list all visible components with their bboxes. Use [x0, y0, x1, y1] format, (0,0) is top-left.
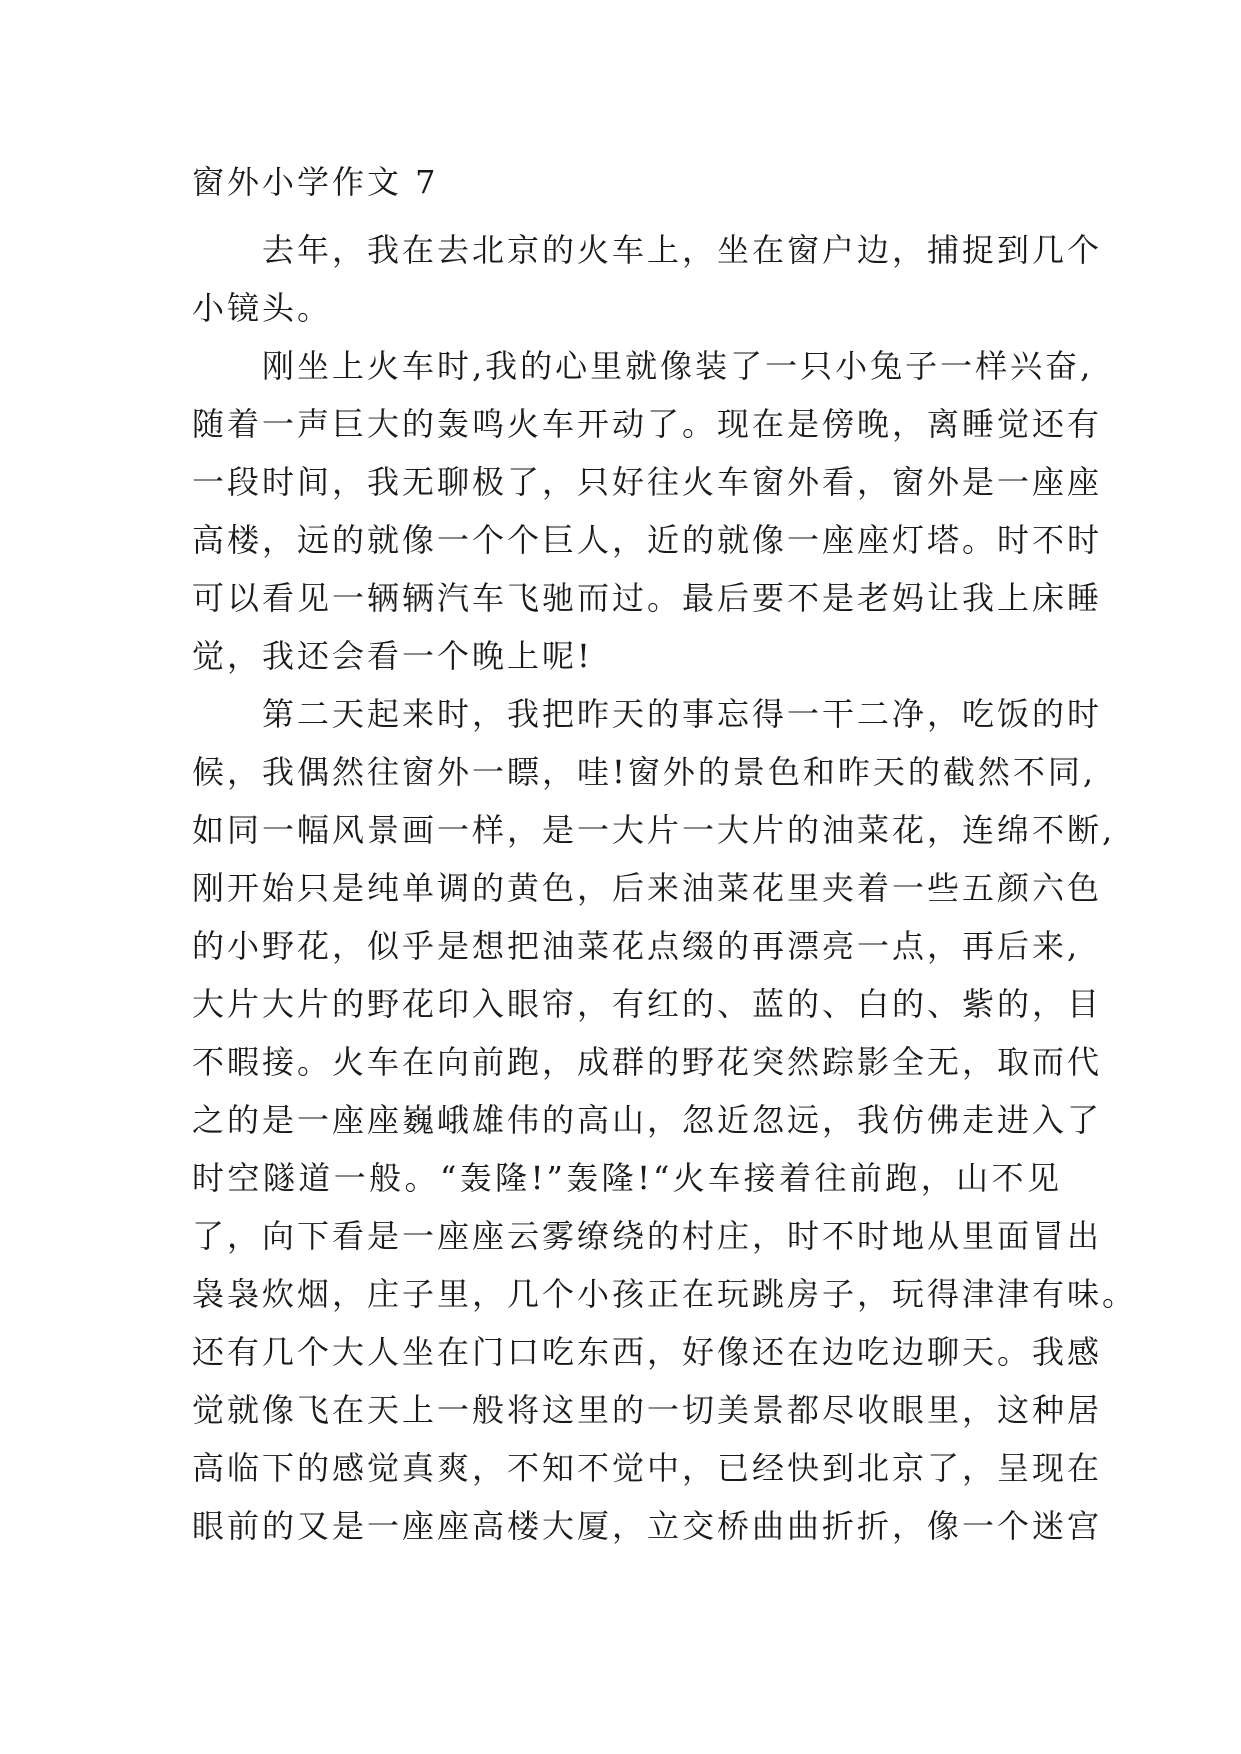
paragraph-3-line-8: 之的是一座座巍峨雄伟的高山，忽近忽远，我仿佛走进入了	[192, 1101, 1103, 1139]
paragraph-3-line-9: 时空隧道一般。“轰隆!”轰隆!“火车接着往前跑，山不见	[192, 1159, 1062, 1197]
paragraph-3-line-1: 第二天起来时，我把昨天的事忘得一干二净，吃饭的时	[262, 695, 1103, 733]
paragraph-3-line-10: 了，向下看是一座座云雾缭绕的村庄，时不时地从里面冒出	[192, 1217, 1103, 1255]
paragraph-2-line-2: 随着一声巨大的轰鸣火车开动了。现在是傍晚，离睡觉还有	[192, 405, 1103, 443]
paragraph-3-line-5: 的小野花，似乎是想把油菜花点缀的再漂亮一点，再后来,	[192, 927, 1081, 965]
paragraph-3-line-13: 觉就像飞在天上一般将这里的一切美景都尽收眼里，这种居	[192, 1391, 1103, 1429]
essay-text	[192, 161, 1138, 1555]
paragraph-3-line-3: 如同一幅风景画一样，是一大片一大片的油菜花，连绵不断,	[192, 811, 1116, 849]
paragraph-3-line-2: 候，我偶然往窗外一瞟，哇!窗外的景色和昨天的截然不同,	[192, 753, 1097, 791]
paragraph-2-line-6: 觉，我还会看一个晚上呢!	[192, 637, 593, 675]
paragraph-3-line-4: 刚开始只是纯单调的黄色，后来油菜花里夹着一些五颜六色	[192, 869, 1103, 907]
paragraph-3-line-6: 大片大片的野花印入眼帘，有红的、蓝的、白的、紫的，目	[192, 985, 1103, 1023]
paragraph-3-line-15: 眼前的又是一座座高楼大厦，立交桥曲曲折折，像一个迷宫	[192, 1507, 1103, 1545]
paragraph-3-line-11: 袅袅炊烟，庄子里，几个小孩正在玩跳房子，玩得津津有味。	[192, 1275, 1138, 1313]
paragraph-2-line-5: 可以看见一辆辆汽车飞驰而过。最后要不是老妈让我上床睡	[192, 579, 1103, 617]
paragraph-2-line-3: 一段时间，我无聊极了，只好往火车窗外看，窗外是一座座	[192, 463, 1103, 501]
paragraph-3-line-7: 不暇接。火车在向前跑，成群的野花突然踪影全无，取而代	[192, 1043, 1103, 1081]
paragraph-1-line-1: 去年，我在去北京的火车上，坐在窗户边，捕捉到几个	[262, 231, 1103, 269]
paragraph-2-line-1: 刚坐上火车时,我的心里就像装了一只小兔子一样兴奋,	[262, 347, 1094, 385]
paragraph-2-line-4: 高楼，远的就像一个个巨人，近的就像一座座灯塔。时不时	[192, 521, 1103, 559]
paragraph-3-line-12: 还有几个大人坐在门口吃东西，好像还在边吃边聊天。我感	[192, 1333, 1103, 1371]
paragraph-1-line-2: 小镜头。	[192, 289, 333, 327]
paragraph-3-line-14: 高临下的感觉真爽，不知不觉中，已经快到北京了，呈现在	[192, 1449, 1103, 1487]
essay-title: 窗外小学作文 7	[192, 163, 439, 201]
